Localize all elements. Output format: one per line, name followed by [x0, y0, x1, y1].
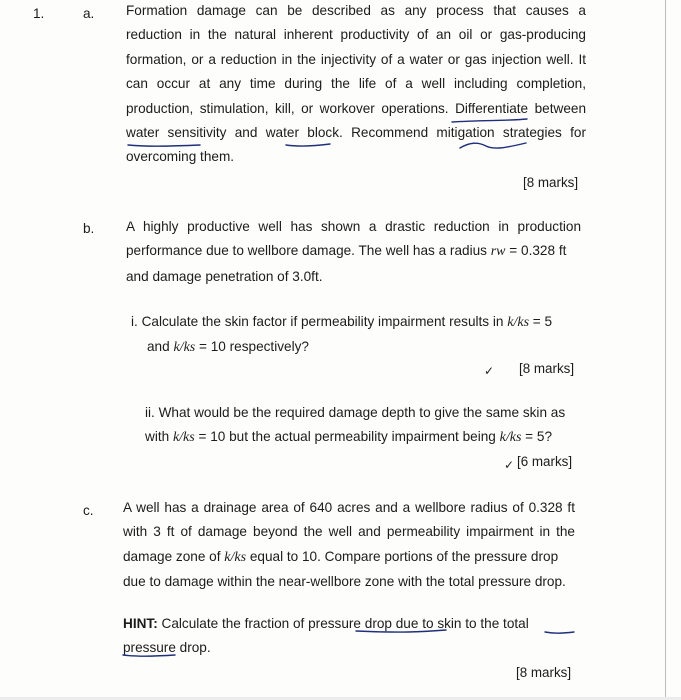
- handwritten-tick-icon: ✓: [504, 458, 515, 472]
- part-a-label: a.: [83, 6, 95, 21]
- part-b-sub-i: i. Calculate the skin factor if permeability impairment results in k/ks = 5 and k/ks = 10 respectively?: [131, 314, 553, 356]
- part-a-marks: [8 marks]: [523, 175, 579, 190]
- part-c-hint: HINT: Calculate the fraction of pressure drop due to skin to the total pressure drop.: [123, 616, 529, 656]
- k-ratio-symbol: k/ks: [499, 430, 522, 446]
- part-a-line: can occur at any time during the life of a well including completion,: [126, 76, 586, 92]
- k-ratio-symbol: k/ks: [507, 315, 530, 330]
- part-c-text: A well has a drainage area of 640 acres and a wellbore radius of 0.328 ft with 3 ft of damage beyond the well and permeability impairment in the damage zone of k/ks equal to 10. Compare portions of the pressure drop due to damage within the near-wellbore zone with the total pressure drop.: [123, 500, 575, 590]
- k-ratio-symbol: k/ks: [173, 340, 196, 356]
- part-a-line: reduction in the natural inherent productivity of an oil or gas-producing: [126, 27, 586, 43]
- part-b-label: b.: [83, 221, 95, 236]
- question-number: 1.: [33, 6, 45, 21]
- part-a-text: [126, 0, 586, 170]
- hint-label: HINT:: [123, 616, 158, 631]
- rw-symbol: rw: [490, 244, 506, 260]
- part-c-marks: [8 marks]: [516, 665, 572, 680]
- part-a-line: water sensitivity and water block. Recommend mitigation strategies for: [126, 125, 586, 141]
- handwritten-tick-icon: ✓: [484, 364, 495, 378]
- part-c-label: c.: [83, 503, 94, 518]
- part-b-sub-ii: ii. What would be the required damage depth to give the same skin as with k/ks = 10 but the actual permeability impairment being k/ks = 5?: [145, 405, 566, 446]
- sub-i-marks: [8 marks]: [519, 361, 575, 376]
- part-a-line: formation, or a reduction in the injectivity of a water or gas injection well. It: [126, 51, 586, 67]
- k-ratio-symbol: k/ks: [224, 549, 247, 565]
- part-b-line: and damage penetration of 3.0ft.: [126, 268, 323, 284]
- page-edge: [665, 0, 666, 700]
- sub-ii-marks: [6 marks]: [517, 454, 573, 469]
- k-ratio-symbol: k/ks: [172, 430, 195, 446]
- part-b-text: [126, 215, 581, 289]
- part-a-line: Formation damage can be described as any process that causes a: [126, 3, 586, 18]
- part-b-line: performance due to wellbore damage. The well has a radius rw = 0.328 ft: [126, 243, 567, 260]
- part-a-line: overcoming them.: [126, 149, 235, 165]
- part-a-line: production, stimulation, kill, or workover operations. Differentiate between: [126, 100, 586, 116]
- part-b-line: A highly productive well has shown a drastic reduction in production: [126, 219, 581, 234]
